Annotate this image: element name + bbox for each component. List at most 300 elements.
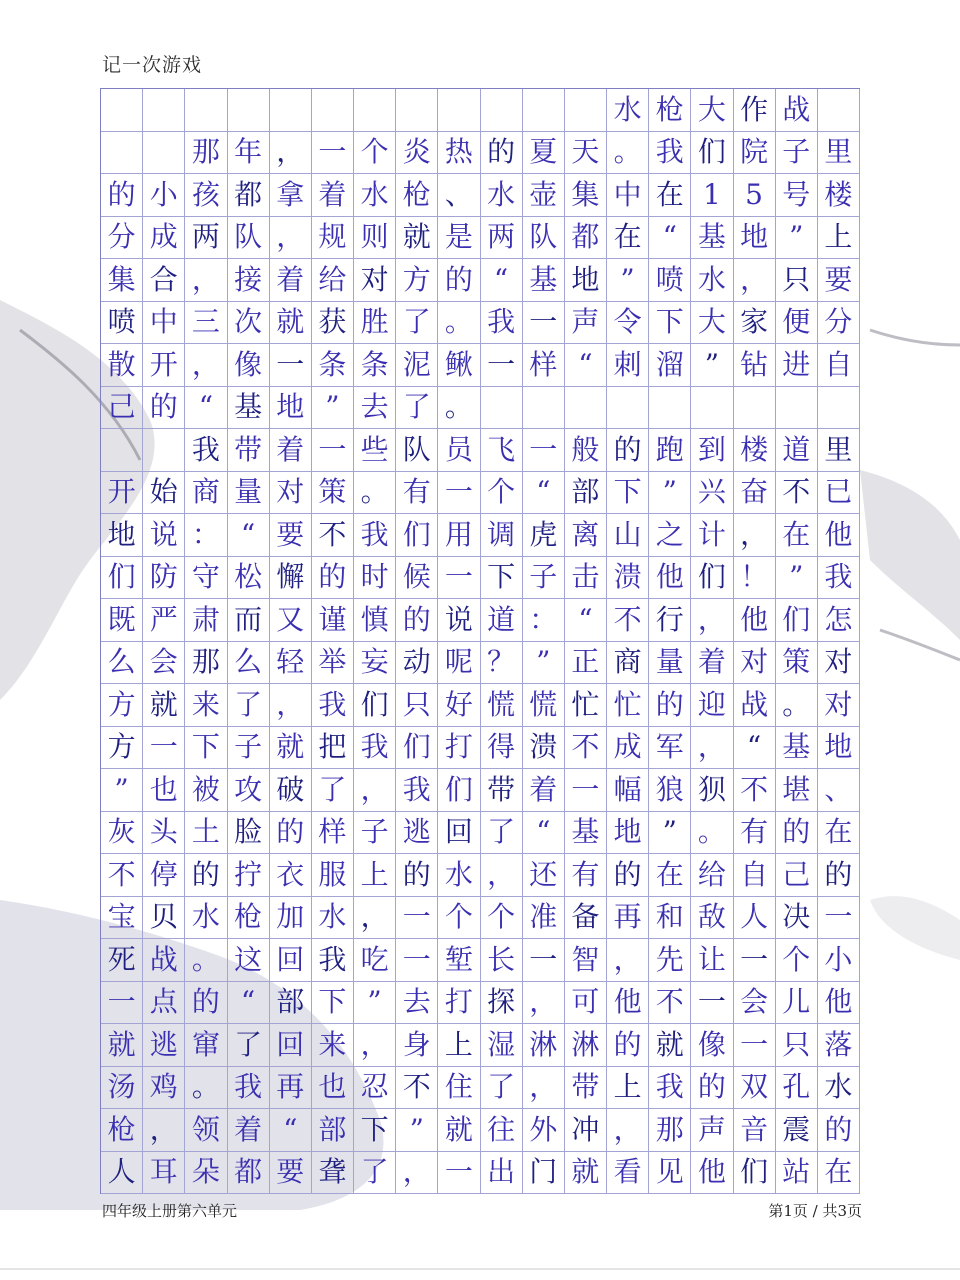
grid-cell: ， — [734, 259, 776, 302]
grid-cell: ” — [354, 982, 396, 1025]
grid-cell: 我 — [354, 727, 396, 770]
grid-cell: 智 — [565, 939, 607, 982]
grid-cell: 准 — [523, 897, 565, 940]
grid-cell: 呢 — [438, 642, 480, 685]
grid-cell: 。 — [438, 387, 480, 430]
grid-cell: 的 — [185, 854, 227, 897]
grid-cell: 虎 — [523, 514, 565, 557]
grid-cell: 了 — [312, 769, 354, 812]
grid-cell: 一 — [523, 939, 565, 982]
grid-cell: 天 — [565, 132, 607, 175]
grid-cell: 像 — [691, 1024, 733, 1067]
grid-cell: 身 — [396, 1024, 438, 1067]
grid-cell: 的 — [143, 387, 185, 430]
grid-cell: 的 — [312, 557, 354, 600]
grid-cell: 动 — [396, 642, 438, 685]
grid-cell: 慌 — [481, 684, 523, 727]
grid-cell: 攻 — [228, 769, 270, 812]
grid-cell: 带 — [565, 1067, 607, 1110]
grid-cell: 条 — [354, 344, 396, 387]
grid-cell: ” — [312, 387, 354, 430]
grid-cell: 们 — [101, 557, 143, 600]
grid-cell: 们 — [396, 514, 438, 557]
grid-cell: 地 — [101, 514, 143, 557]
grid-cell: 不 — [649, 982, 691, 1025]
grid-cell: 集 — [565, 174, 607, 217]
grid-cell: 的 — [607, 1024, 649, 1067]
grid-cell: ， — [523, 1067, 565, 1110]
grid-cell: 的 — [649, 684, 691, 727]
grid-cell: 基 — [565, 812, 607, 855]
grid-cell: 院 — [734, 132, 776, 175]
grid-cell: 商 — [185, 472, 227, 515]
grid-cell: 窜 — [185, 1024, 227, 1067]
grid-cell: 楼 — [734, 429, 776, 472]
grid-cell: 领 — [185, 1109, 227, 1152]
grid-cell: 严 — [143, 599, 185, 642]
grid-cell: 在 — [649, 174, 691, 217]
grid-cell: 不 — [565, 727, 607, 770]
grid-cell: 正 — [565, 642, 607, 685]
grid-cell — [649, 387, 691, 430]
grid-cell: 队 — [396, 429, 438, 472]
grid-cell: 们 — [354, 684, 396, 727]
grid-cell: 子 — [523, 557, 565, 600]
grid-cell: 溜 — [649, 344, 691, 387]
grid-cell: 打 — [438, 982, 480, 1025]
grid-cell: 一 — [438, 472, 480, 515]
grid-cell: 则 — [354, 217, 396, 260]
grid-cell: 还 — [523, 854, 565, 897]
grid-cell: 住 — [438, 1067, 480, 1110]
grid-cell: 战 — [776, 89, 818, 132]
grid-cell: 狈 — [691, 769, 733, 812]
grid-cell: 道 — [481, 599, 523, 642]
grid-cell: 一 — [101, 982, 143, 1025]
grid-cell: 小 — [143, 174, 185, 217]
grid-cell: 里 — [818, 132, 860, 175]
grid-cell: 着 — [691, 642, 733, 685]
grid-cell: 水 — [607, 89, 649, 132]
grid-cell: ” — [523, 642, 565, 685]
grid-cell: 震 — [776, 1109, 818, 1152]
grid-cell: 迎 — [691, 684, 733, 727]
grid-cell: 离 — [565, 514, 607, 557]
grid-cell: 也 — [143, 769, 185, 812]
grid-cell: 要 — [270, 1152, 312, 1195]
grid-cell: 有 — [565, 854, 607, 897]
grid-cell: 决 — [776, 897, 818, 940]
grid-cell: 只 — [776, 259, 818, 302]
grid-cell: 子 — [776, 132, 818, 175]
grid-cell: 了 — [354, 1152, 396, 1195]
grid-cell: 一 — [734, 939, 776, 982]
grid-cell: 回 — [270, 939, 312, 982]
grid-cell: 见 — [649, 1152, 691, 1195]
grid-cell: ” — [396, 1109, 438, 1152]
grid-cell: ， — [354, 1024, 396, 1067]
grid-cell: 加 — [270, 897, 312, 940]
grid-cell: 了 — [481, 1067, 523, 1110]
grid-cell: 基 — [691, 217, 733, 260]
grid-cell — [565, 89, 607, 132]
grid-cell: 小 — [818, 939, 860, 982]
grid-cell: 基 — [228, 387, 270, 430]
grid-cell: “ — [185, 387, 227, 430]
grid-cell: 看 — [607, 1152, 649, 1195]
grid-cell: ？ — [481, 642, 523, 685]
grid-cell: 堪 — [776, 769, 818, 812]
grid-cell: 一 — [438, 1152, 480, 1195]
grid-cell: 调 — [481, 514, 523, 557]
grid-cell: 次 — [228, 302, 270, 345]
grid-cell: 号 — [776, 174, 818, 217]
grid-cell: 我 — [312, 939, 354, 982]
grid-cell: 的 — [776, 812, 818, 855]
grid-cell: 是 — [438, 217, 480, 260]
grid-cell: 的 — [185, 982, 227, 1025]
grid-cell: 有 — [396, 472, 438, 515]
grid-cell: 的 — [270, 812, 312, 855]
grid-cell: 己 — [101, 387, 143, 430]
grid-cell: 壶 — [523, 174, 565, 217]
grid-cell: 会 — [734, 982, 776, 1025]
grid-cell: 音 — [734, 1109, 776, 1152]
grid-cell: ， — [270, 684, 312, 727]
grid-cell: 家 — [734, 302, 776, 345]
grid-cell: 一 — [396, 897, 438, 940]
grid-cell: 战 — [143, 939, 185, 982]
grid-cell: 地 — [270, 387, 312, 430]
grid-cell — [270, 89, 312, 132]
grid-cell: 一 — [565, 769, 607, 812]
grid-cell: 5 — [734, 174, 776, 217]
grid-cell — [481, 387, 523, 430]
grid-cell: 行 — [649, 599, 691, 642]
grid-cell: 个 — [481, 472, 523, 515]
grid-cell: 都 — [565, 217, 607, 260]
grid-cell: 一 — [396, 939, 438, 982]
grid-cell: 对 — [354, 259, 396, 302]
grid-cell: 人 — [101, 1152, 143, 1195]
grid-cell: 进 — [776, 344, 818, 387]
grid-cell: 怎 — [818, 599, 860, 642]
grid-cell: 商 — [607, 642, 649, 685]
grid-cell: 那 — [649, 1109, 691, 1152]
grid-cell: 可 — [565, 982, 607, 1025]
grid-cell: 狼 — [649, 769, 691, 812]
grid-cell: 鳅 — [438, 344, 480, 387]
grid-cell — [818, 89, 860, 132]
grid-cell: 成 — [607, 727, 649, 770]
grid-cell: 幅 — [607, 769, 649, 812]
grid-cell: 着 — [523, 769, 565, 812]
grid-cell: 而 — [228, 599, 270, 642]
grid-cell: 忙 — [565, 684, 607, 727]
grid-cell — [481, 89, 523, 132]
grid-cell: 的 — [481, 132, 523, 175]
grid-cell: 回 — [438, 812, 480, 855]
grid-cell: 些 — [354, 429, 396, 472]
grid-cell: 个 — [481, 897, 523, 940]
grid-cell — [565, 387, 607, 430]
grid-cell: 山 — [607, 514, 649, 557]
grid-cell: ” — [776, 557, 818, 600]
grid-cell: 逃 — [143, 1024, 185, 1067]
grid-cell: 规 — [312, 217, 354, 260]
grid-cell: 水 — [438, 854, 480, 897]
grid-cell: ” — [101, 769, 143, 812]
grid-cell: 逃 — [396, 812, 438, 855]
grid-cell: 。 — [185, 1067, 227, 1110]
grid-cell: 带 — [228, 429, 270, 472]
grid-cell: “ — [565, 344, 607, 387]
grid-cell — [691, 387, 733, 430]
grid-cell: 楼 — [818, 174, 860, 217]
grid-cell: 队 — [523, 217, 565, 260]
grid-cell: 作 — [734, 89, 776, 132]
grid-cell: 就 — [270, 302, 312, 345]
grid-cell: “ — [270, 1109, 312, 1152]
grid-cell: 脸 — [228, 812, 270, 855]
grid-cell: 跑 — [649, 429, 691, 472]
grid-cell: 去 — [396, 982, 438, 1025]
grid-cell: 水 — [185, 897, 227, 940]
grid-cell: 松 — [228, 557, 270, 600]
grid-cell: 要 — [818, 259, 860, 302]
grid-cell: 一 — [523, 429, 565, 472]
grid-cell: 一 — [734, 1024, 776, 1067]
grid-cell: 淋 — [523, 1024, 565, 1067]
grid-cell: 人 — [734, 897, 776, 940]
grid-cell: 己 — [776, 854, 818, 897]
grid-cell: 我 — [481, 302, 523, 345]
grid-cell: 着 — [270, 429, 312, 472]
grid-cell: 拿 — [270, 174, 312, 217]
grid-cell: 兴 — [691, 472, 733, 515]
grid-cell: 那 — [185, 132, 227, 175]
grid-cell: 水 — [481, 174, 523, 217]
grid-cell: 头 — [143, 812, 185, 855]
grid-cell: 就 — [438, 1109, 480, 1152]
grid-cell: 汤 — [101, 1067, 143, 1110]
grid-cell: 他 — [818, 982, 860, 1025]
grid-cell: 孩 — [185, 174, 227, 217]
grid-cell: 出 — [481, 1152, 523, 1195]
grid-cell — [143, 429, 185, 472]
grid-cell: 点 — [143, 982, 185, 1025]
grid-cell: 溃 — [523, 727, 565, 770]
grid-cell: 两 — [185, 217, 227, 260]
grid-cell: 方 — [396, 259, 438, 302]
grid-cell: 地 — [818, 727, 860, 770]
grid-cell: 守 — [185, 557, 227, 600]
grid-cell: 不 — [734, 769, 776, 812]
grid-cell: 在 — [649, 854, 691, 897]
grid-cell: 谨 — [312, 599, 354, 642]
grid-cell: ： — [523, 599, 565, 642]
grid-cell: 地 — [607, 812, 649, 855]
grid-cell: 既 — [101, 599, 143, 642]
grid-cell — [354, 89, 396, 132]
grid-cell: 胜 — [354, 302, 396, 345]
grid-cell: 就 — [396, 217, 438, 260]
grid-cell: 基 — [776, 727, 818, 770]
grid-cell: 拧 — [228, 854, 270, 897]
grid-cell: 湿 — [481, 1024, 523, 1067]
grid-cell: 水 — [818, 1067, 860, 1110]
grid-cell: 了 — [228, 1024, 270, 1067]
grid-cell: 。 — [438, 302, 480, 345]
grid-cell: 散 — [101, 344, 143, 387]
grid-cell: 一 — [481, 344, 523, 387]
grid-cell: 冲 — [565, 1109, 607, 1152]
grid-cell: 我 — [396, 769, 438, 812]
grid-cell — [101, 89, 143, 132]
grid-cell — [101, 429, 143, 472]
grid-cell: ， — [481, 854, 523, 897]
grid-cell: 们 — [691, 132, 733, 175]
grid-cell: 飞 — [481, 429, 523, 472]
grid-cell: 服 — [312, 854, 354, 897]
grid-cell: 就 — [143, 684, 185, 727]
grid-cell: 队 — [228, 217, 270, 260]
grid-cell: 们 — [438, 769, 480, 812]
grid-cell: 量 — [228, 472, 270, 515]
grid-cell: 声 — [691, 1109, 733, 1152]
grid-cell: 他 — [649, 557, 691, 600]
grid-cell — [607, 387, 649, 430]
grid-cell: 了 — [396, 387, 438, 430]
grid-cell: 。 — [776, 684, 818, 727]
grid-cell: 不 — [101, 854, 143, 897]
grid-cell: 慎 — [354, 599, 396, 642]
grid-cell: 击 — [565, 557, 607, 600]
grid-cell: ， — [607, 939, 649, 982]
grid-cell: 开 — [143, 344, 185, 387]
grid-cell: 回 — [270, 1024, 312, 1067]
grid-cell: 死 — [101, 939, 143, 982]
grid-cell: 水 — [691, 259, 733, 302]
grid-cell: 。 — [607, 132, 649, 175]
grid-cell: 和 — [649, 897, 691, 940]
grid-cell: 方 — [101, 684, 143, 727]
grid-cell: 之 — [649, 514, 691, 557]
grid-cell: “ — [565, 599, 607, 642]
grid-cell: 接 — [228, 259, 270, 302]
grid-cell: 对 — [270, 472, 312, 515]
grid-cell: 枪 — [228, 897, 270, 940]
grid-cell: 的 — [438, 259, 480, 302]
grid-cell: 大 — [691, 89, 733, 132]
grid-cell: 破 — [270, 769, 312, 812]
grid-cell: 钻 — [734, 344, 776, 387]
grid-cell: 了 — [396, 302, 438, 345]
grid-cell: 个 — [354, 132, 396, 175]
grid-cell: 自 — [818, 344, 860, 387]
grid-cell: 先 — [649, 939, 691, 982]
grid-cell: 在 — [607, 217, 649, 260]
grid-cell: 泥 — [396, 344, 438, 387]
grid-cell: ， — [270, 217, 312, 260]
grid-cell: 的 — [607, 854, 649, 897]
grid-cell: 了 — [228, 684, 270, 727]
grid-cell: 吃 — [354, 939, 396, 982]
grid-cell: 好 — [438, 684, 480, 727]
grid-cell: 去 — [354, 387, 396, 430]
grid-cell: 慌 — [523, 684, 565, 727]
grid-cell: 不 — [396, 1067, 438, 1110]
grid-cell: 分 — [818, 302, 860, 345]
grid-cell: 不 — [312, 514, 354, 557]
grid-cell: 我 — [354, 514, 396, 557]
grid-cell: 集 — [101, 259, 143, 302]
grid-cell: 的 — [396, 599, 438, 642]
grid-cell: 基 — [523, 259, 565, 302]
grid-cell: 忍 — [354, 1067, 396, 1110]
grid-cell: 水 — [354, 174, 396, 217]
grid-cell: 。 — [354, 472, 396, 515]
grid-cell: 的 — [607, 429, 649, 472]
grid-cell: 到 — [691, 429, 733, 472]
grid-cell: ， — [734, 514, 776, 557]
grid-cell: 双 — [734, 1067, 776, 1110]
grid-cell: 对 — [818, 642, 860, 685]
grid-cell: 子 — [228, 727, 270, 770]
grid-cell: 枪 — [649, 89, 691, 132]
grid-cell: 自 — [734, 854, 776, 897]
grid-cell: 1 — [691, 174, 733, 217]
grid-cell: 、 — [818, 769, 860, 812]
grid-cell: 着 — [312, 174, 354, 217]
grid-cell: 上 — [607, 1067, 649, 1110]
grid-cell: 给 — [691, 854, 733, 897]
grid-cell: 敌 — [691, 897, 733, 940]
grid-cell: 也 — [312, 1067, 354, 1110]
grid-cell: 上 — [818, 217, 860, 260]
grid-cell: 年 — [228, 132, 270, 175]
grid-cell: 两 — [481, 217, 523, 260]
grid-cell: 门 — [523, 1152, 565, 1195]
grid-cell: 三 — [185, 302, 227, 345]
grid-cell: 的 — [818, 854, 860, 897]
grid-cell: 他 — [734, 599, 776, 642]
grid-cell: 让 — [691, 939, 733, 982]
grid-cell: “ — [523, 812, 565, 855]
grid-cell: 员 — [438, 429, 480, 472]
grid-cell: 外 — [523, 1109, 565, 1152]
grid-cell: 贝 — [143, 897, 185, 940]
grid-cell: 得 — [481, 727, 523, 770]
grid-cell: 对 — [734, 642, 776, 685]
grid-cell: ， — [691, 599, 733, 642]
grid-cell: 不 — [607, 599, 649, 642]
grid-cell: 土 — [185, 812, 227, 855]
grid-cell: 淋 — [565, 1024, 607, 1067]
grid-cell: ， — [354, 769, 396, 812]
grid-cell: 的 — [396, 854, 438, 897]
grid-cell: 子 — [354, 812, 396, 855]
grid-cell: 像 — [228, 344, 270, 387]
grid-cell: 又 — [270, 599, 312, 642]
grid-cell: “ — [649, 217, 691, 260]
grid-cell: 妄 — [354, 642, 396, 685]
grid-cell: ” — [649, 812, 691, 855]
grid-cell: 在 — [776, 514, 818, 557]
grid-cell: 热 — [438, 132, 480, 175]
grid-cell: 时 — [354, 557, 396, 600]
grid-cell — [185, 89, 227, 132]
